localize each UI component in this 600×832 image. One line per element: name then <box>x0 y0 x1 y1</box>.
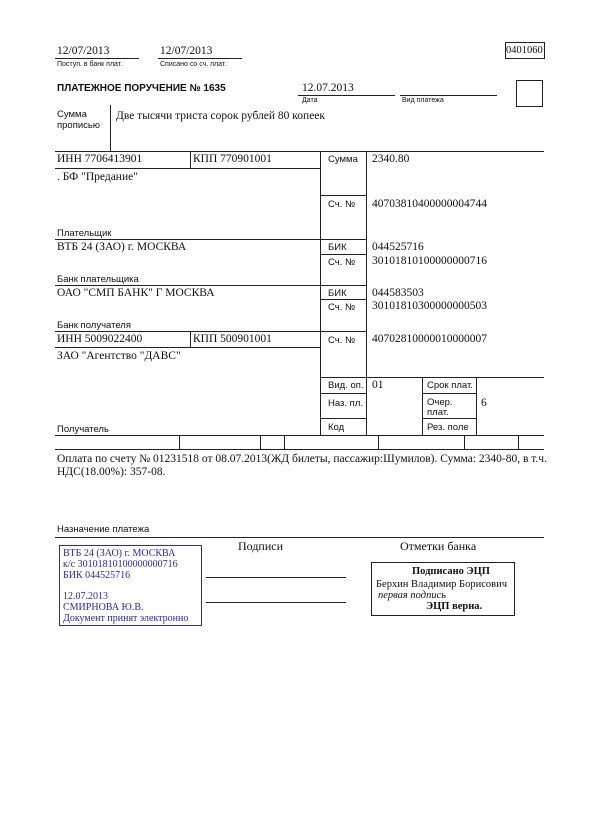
date-received: 12/07/2013 <box>57 45 110 57</box>
payment-type-box <box>516 80 543 107</box>
ecp-title: Подписано ЭЦП <box>412 566 490 577</box>
purpose-label: Назначение платежа <box>57 524 150 535</box>
payee-bank-account: 30101810300000000503 <box>372 300 487 312</box>
payee-kpp: КПП 500901001 <box>193 333 272 345</box>
bank-stamp-line-3: БИК 044525716 <box>63 570 131 581</box>
bank-stamp-line-4: 12.07.2013 <box>63 591 108 602</box>
payee-account-label: Сч. № <box>328 335 356 346</box>
payee-bank-bik: 044583503 <box>372 287 424 299</box>
payee-label: Получатель <box>57 424 109 435</box>
payer-amount: 2340.80 <box>372 153 410 165</box>
payer-bank-label: Банк плательщика <box>57 274 139 285</box>
payer-account: 40703810400000004744 <box>372 198 487 210</box>
bank-stamp-line-2: к/с 30101810100000000716 <box>63 559 178 570</box>
amount-words: Две тысячи триста сорок рублей 80 копеек <box>116 110 325 122</box>
payer-bank-name: ВТБ 24 (ЗАО) г. МОСКВА <box>57 241 187 253</box>
ecp-signer-name: Берхин Владимир Борисович <box>376 579 507 590</box>
payee-bank-label: Банк получателя <box>57 320 131 331</box>
purpose-line-2: НДС(18.00%): 357-08. <box>57 466 166 478</box>
form-code: 0401060 <box>506 45 543 56</box>
payee-bank-account-label: Сч. № <box>328 302 356 313</box>
ocher-value: 6 <box>481 397 487 409</box>
amount-words-label-1: Сумма <box>57 109 87 120</box>
bank-stamp-line-6: Документ принят электронно <box>63 613 189 624</box>
payer-bank-account-label: Сч. № <box>328 257 356 268</box>
ecp-role: первая подпись <box>378 590 447 601</box>
naz-pl-label: Наз. пл. <box>328 398 363 409</box>
order-date-label: Дата <box>302 97 318 104</box>
payer-kpp: КПП 770901001 <box>193 153 272 165</box>
order-date: 12.07.2013 <box>302 82 354 94</box>
signatures-label: Подписи <box>238 539 284 553</box>
payee-bank-bik-label: БИК <box>328 288 347 299</box>
payer-bank-bik: 044525716 <box>372 241 424 253</box>
ocher-label-1: Очер. <box>427 397 453 408</box>
ecp-status: ЭЦП верна. <box>426 601 483 612</box>
payer-bank-account: 30101810100000000716 <box>372 255 487 267</box>
rez-label: Рез. поле <box>427 422 469 433</box>
date-received-label: Поступ. в банк плат. <box>57 61 123 68</box>
bank-stamp <box>59 545 202 626</box>
payer-label: Плательщик <box>57 228 112 239</box>
date-debited-label: Списано со сч. плат. <box>160 61 227 68</box>
date-debited: 12/07/2013 <box>160 45 213 57</box>
srok-label: Срок плат. <box>427 380 473 391</box>
bank-marks-label: Отметки банка <box>400 539 477 553</box>
purpose-line-1: Оплата по счету № 01231518 от 08.07.2013(ЖД билеты, пассажир:Шумилов). Сумма: 2340-80, в т.ч. <box>57 453 547 465</box>
bank-stamp-line-5: СМИРНОВА Ю.В. <box>63 602 144 613</box>
payee-name: ЗАО "Агентство "ДАВС" <box>57 350 181 362</box>
ocher-label-2: плат. <box>427 407 449 418</box>
page-title: ПЛАТЕЖНОЕ ПОРУЧЕНИЕ № 1635 <box>57 83 226 94</box>
kod-label: Код <box>328 422 345 433</box>
bank-stamp-line-1: ВТБ 24 (ЗАО) г. МОСКВА <box>63 548 176 559</box>
vid-op-label: Вид. оп. <box>328 380 364 391</box>
payment-type-label: Вид платежа <box>402 97 444 104</box>
payer-amount-label: Сумма <box>328 154 358 165</box>
payer-bank-bik-label: БИК <box>328 242 347 253</box>
amount-words-label-2: прописью <box>57 120 100 131</box>
payer-inn: ИНН 7706413901 <box>57 153 143 165</box>
payee-account: 40702810000010000007 <box>372 333 487 345</box>
vid-op: 01 <box>372 379 384 391</box>
payer-account-label: Сч. № <box>328 199 356 210</box>
payee-bank-name: ОАО "СМП БАНК" Г МОСКВА <box>57 287 215 299</box>
payer-name: . БФ "Предание" <box>57 171 138 183</box>
payee-inn: ИНН 5009022400 <box>57 333 143 345</box>
